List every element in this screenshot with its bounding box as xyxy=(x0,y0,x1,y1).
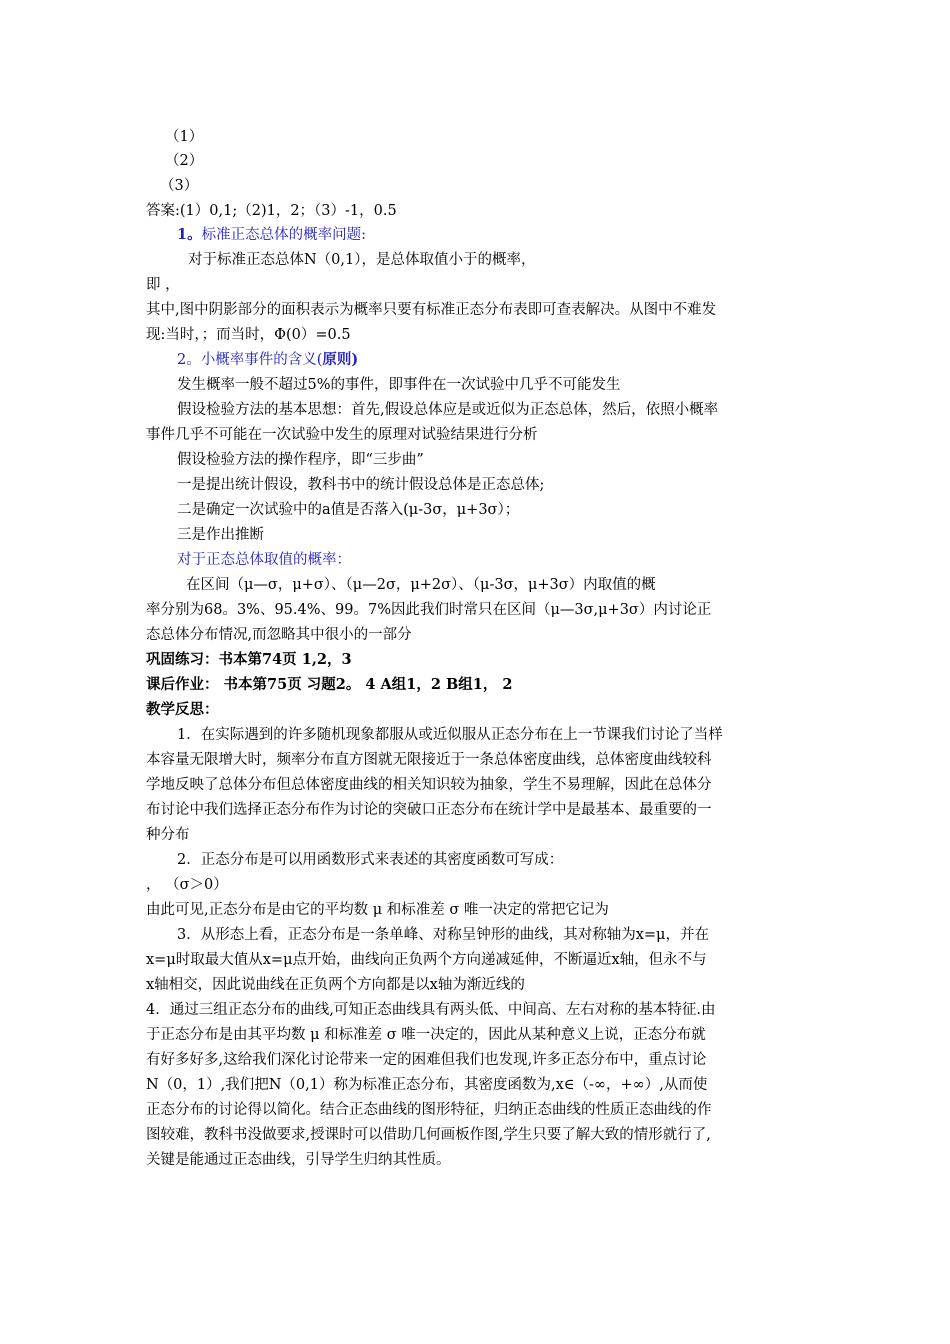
paragraph-line: 发生概率一般不超过5%的事件，即事件在一次试验中几乎不可能发生 xyxy=(177,377,621,393)
paragraph-line: x=μ时取最大值从x=μ点开始，曲线向正负两个方向递减延伸，不断逼近x轴，但永不与 xyxy=(146,952,707,968)
paragraph-line: 一是提出统计假设，教科书中的统计假设总体是正态总体; xyxy=(177,477,545,493)
paragraph-line: 图较难，教科书没做要求,授课时可以借助几何画板作图,学生只要了解大致的情形就行了, xyxy=(146,1127,711,1143)
paragraph-line: 三是作出推断 xyxy=(177,527,264,543)
paragraph-line: 现:当时，；而当时，Φ(0）=0.5 xyxy=(146,327,351,343)
heading-small-probability xyxy=(177,351,358,369)
paragraph-line: 本容量无限增大时，频率分布直方图就无限接近于一条总体密度曲线，总体密度曲线较科 xyxy=(146,752,712,768)
paragraph-line: 2．正态分布是可以用函数形式来表述的其密度函数可写成： xyxy=(177,852,564,868)
answer-line: 答案:(1）0,1;（2)1，2；（3）-1，0.5 xyxy=(146,203,397,219)
paragraph-line: 假设检验方法的基本思想：首先,假设总体应是或近似为正态总体，然后，依照小概率 xyxy=(177,402,719,418)
heading-principle: 原则) xyxy=(322,351,359,368)
paragraph-line: x轴相交，因此说曲线在正负两个方向都是以x轴为渐近线的 xyxy=(146,977,525,993)
heading-text: 2。小概率事件的含义( xyxy=(177,352,323,368)
item-2: （2） xyxy=(165,153,204,169)
paragraph-line: 3．从形态上看，正态分布是一条单峰、对称呈钟形的曲线，其对称轴为x=μ，并在 xyxy=(177,927,709,943)
paragraph-line: N（0，1）,我们把N（0,1）称为标准正态分布，其密度函数为,x∈（-∞，+∞）,从而使 xyxy=(146,1077,708,1093)
item-1: （1） xyxy=(165,129,204,145)
paragraph-line: 在区间（μ—σ，μ+σ）、（μ—2σ，μ+2σ）、（μ-3σ，μ+3σ）内取值的概 xyxy=(186,577,656,593)
paragraph-line: 1．在实际遇到的许多随机现象都服从或近似服从正态分布在上一节课我们讨论了当样 xyxy=(177,727,723,743)
paragraph-line: 于正态分布是由其平均数 μ 和标准差 σ 唯一决定的，因此从某种意义上说，正态分布就 xyxy=(146,1027,706,1043)
paragraph-line: 态总体分布情况,而忽略其中很小的一部分 xyxy=(146,627,412,643)
paragraph-line: 由此可见,正态分布是由它的平均数 μ 和标准差 σ 唯一决定的常把它记为 xyxy=(146,902,609,918)
heading-number: 1。 xyxy=(177,226,202,243)
paragraph-line: 其中,图中阴影部分的面积表示为概率只要有标准正态分布表即可查表解决。从图中不难发 xyxy=(146,302,717,318)
paragraph-line: 正态分布的讨论得以简化。结合正态曲线的图形特征，归纳正态曲线的性质正态曲线的作 xyxy=(146,1102,712,1118)
paragraph-line: 即 ， xyxy=(146,277,180,293)
paragraph-line: 种分布 xyxy=(146,827,190,843)
paragraph-line: 对于标准正态总体N（0,1），是总体取值小于的概率， xyxy=(188,252,536,268)
paragraph-line: 事件几乎不可能在一次试验中发生的原理对试验结果进行分析 xyxy=(146,427,538,443)
paragraph-line: 有好多好多,这给我们深化讨论带来一定的困难但我们也发现,许多正态分布中，重点讨论 xyxy=(146,1052,707,1068)
practice-heading: 巩固练习：书本第74页 1,2，3 xyxy=(146,651,352,668)
paragraph-line: 假设检验方法的操作程序，即“三步曲” xyxy=(177,452,424,468)
heading-text: 标准正态总体的概率问题: xyxy=(201,227,366,243)
reflection-heading: 教学反思： xyxy=(146,701,219,718)
item-3: （3） xyxy=(160,178,199,194)
paragraph-line: 率分别为68。3%、95.4%、99。7%因此我们时常只在区间（μ—3σ,μ+3σ）内讨论正 xyxy=(146,602,712,618)
paragraph-line: 关键是能通过正态曲线，引导学生归纳其性质。 xyxy=(146,1152,451,1168)
paragraph-line: ， （σ＞0） xyxy=(146,877,228,893)
paragraph-line: 4．通过三组正态分布的曲线,可知正态曲线具有两头低、中间高、左右对称的基本特征.由 xyxy=(146,1002,716,1018)
heading-standard-normal xyxy=(177,226,366,244)
paragraph-line: 二是确定一次试验中的a值是否落入(μ-3σ，μ+3σ）； xyxy=(177,502,520,518)
homework-heading: 课后作业： 书本第75页 习题2。 4 A组1，2 B组1， 2 xyxy=(146,676,513,693)
paragraph-line: 学地反映了总体分布但总体密度曲线的相关知识较为抽象，学生不易理解，因此在总体分 xyxy=(146,777,712,793)
heading-normal-probability: 对于正态总体取值的概率： xyxy=(177,552,351,568)
paragraph-line: 布讨论中我们选择正态分布作为讨论的突破口正态分布在统计学中是最基本、最重要的一 xyxy=(146,802,712,818)
